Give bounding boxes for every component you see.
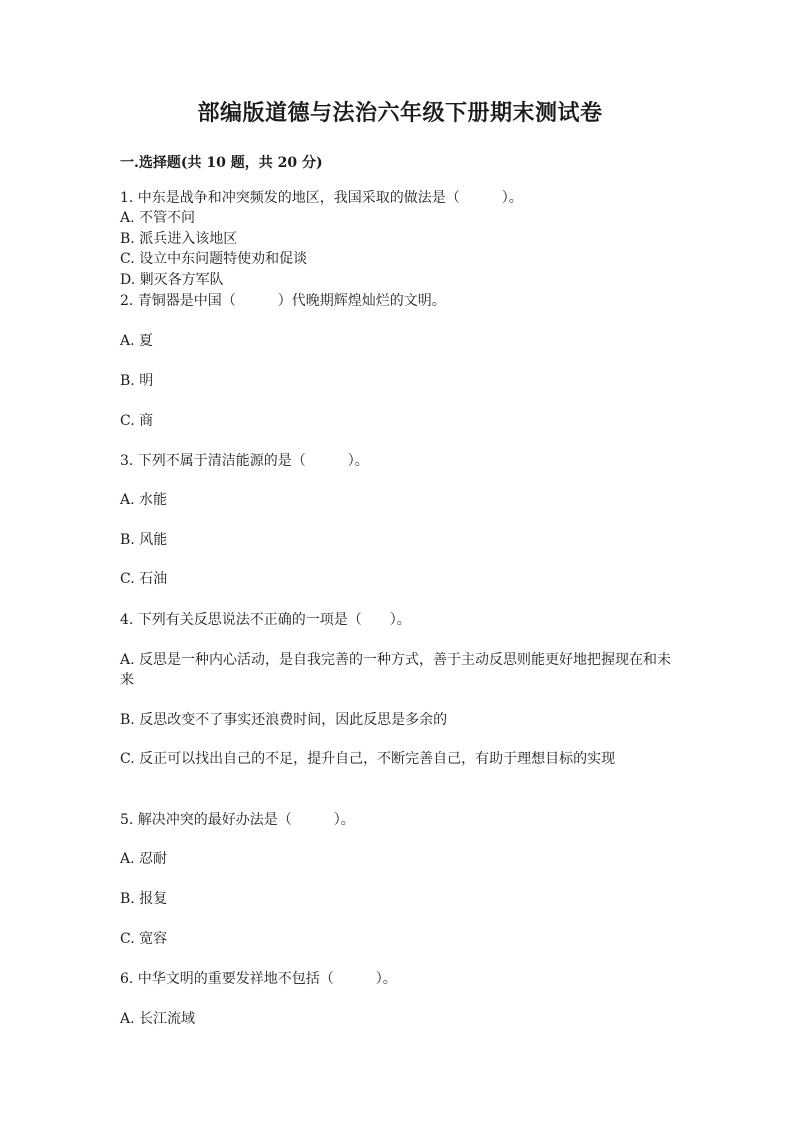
- question-2-option-a: A. 夏: [120, 333, 154, 349]
- question-1-option-c: C. 设立中东问题特使劝和促谈: [120, 251, 308, 267]
- question-1-option-b: B. 派兵进入该地区: [120, 231, 238, 247]
- question-4-option-c: C. 反正可以找出自己的不足，提升自己，不断完善自己，有助于理想目标的实现: [120, 751, 616, 767]
- question-2-option-c: C. 商: [120, 413, 154, 429]
- section-heading: 一.选择题(共 10 题，共 20 分): [120, 155, 323, 171]
- question-2-stem: 2. 青铜器是中国（ ）代晚期辉煌灿烂的文明。: [120, 293, 446, 309]
- question-4-stem: 4. 下列有关反思说法不正确的一项是（ ）。: [120, 612, 411, 628]
- question-1-option-a: A. 不管不问: [120, 210, 196, 226]
- page-title: 部编版道德与法治六年级下册期末测试卷: [197, 100, 603, 126]
- question-5-stem: 5. 解决冲突的最好办法是（ ）。: [120, 812, 355, 828]
- question-2-option-b: B. 明: [120, 373, 154, 389]
- question-5-option-b: B. 报复: [120, 891, 168, 907]
- question-1-stem: 1. 中东是战争和冲突频发的地区，我国采取的做法是（ ）。: [120, 190, 523, 206]
- question-3-option-b: B. 风能: [120, 532, 168, 548]
- question-3-option-a: A. 水能: [120, 492, 168, 508]
- question-6-stem: 6. 中华文明的重要发祥地不包括（ ）。: [120, 971, 397, 987]
- question-5-option-a: A. 忍耐: [120, 851, 168, 867]
- question-3-option-c: C. 石油: [120, 571, 168, 587]
- question-6-option-a: A. 长江流域: [120, 1011, 196, 1027]
- question-4-option-b: B. 反思改变不了事实还浪费时间，因此反思是多余的: [120, 712, 448, 728]
- question-1-option-d: D. 剿灭各方军队: [120, 272, 224, 288]
- question-5-option-c: C. 宽容: [120, 931, 168, 947]
- question-4-option-a: A. 反思是一种内心活动，是自我完善的一种方式，善于主动反思则能更好地把握现在和未来: [120, 652, 672, 688]
- question-3-stem: 3. 下列不属于清洁能源的是（ ）。: [120, 453, 369, 469]
